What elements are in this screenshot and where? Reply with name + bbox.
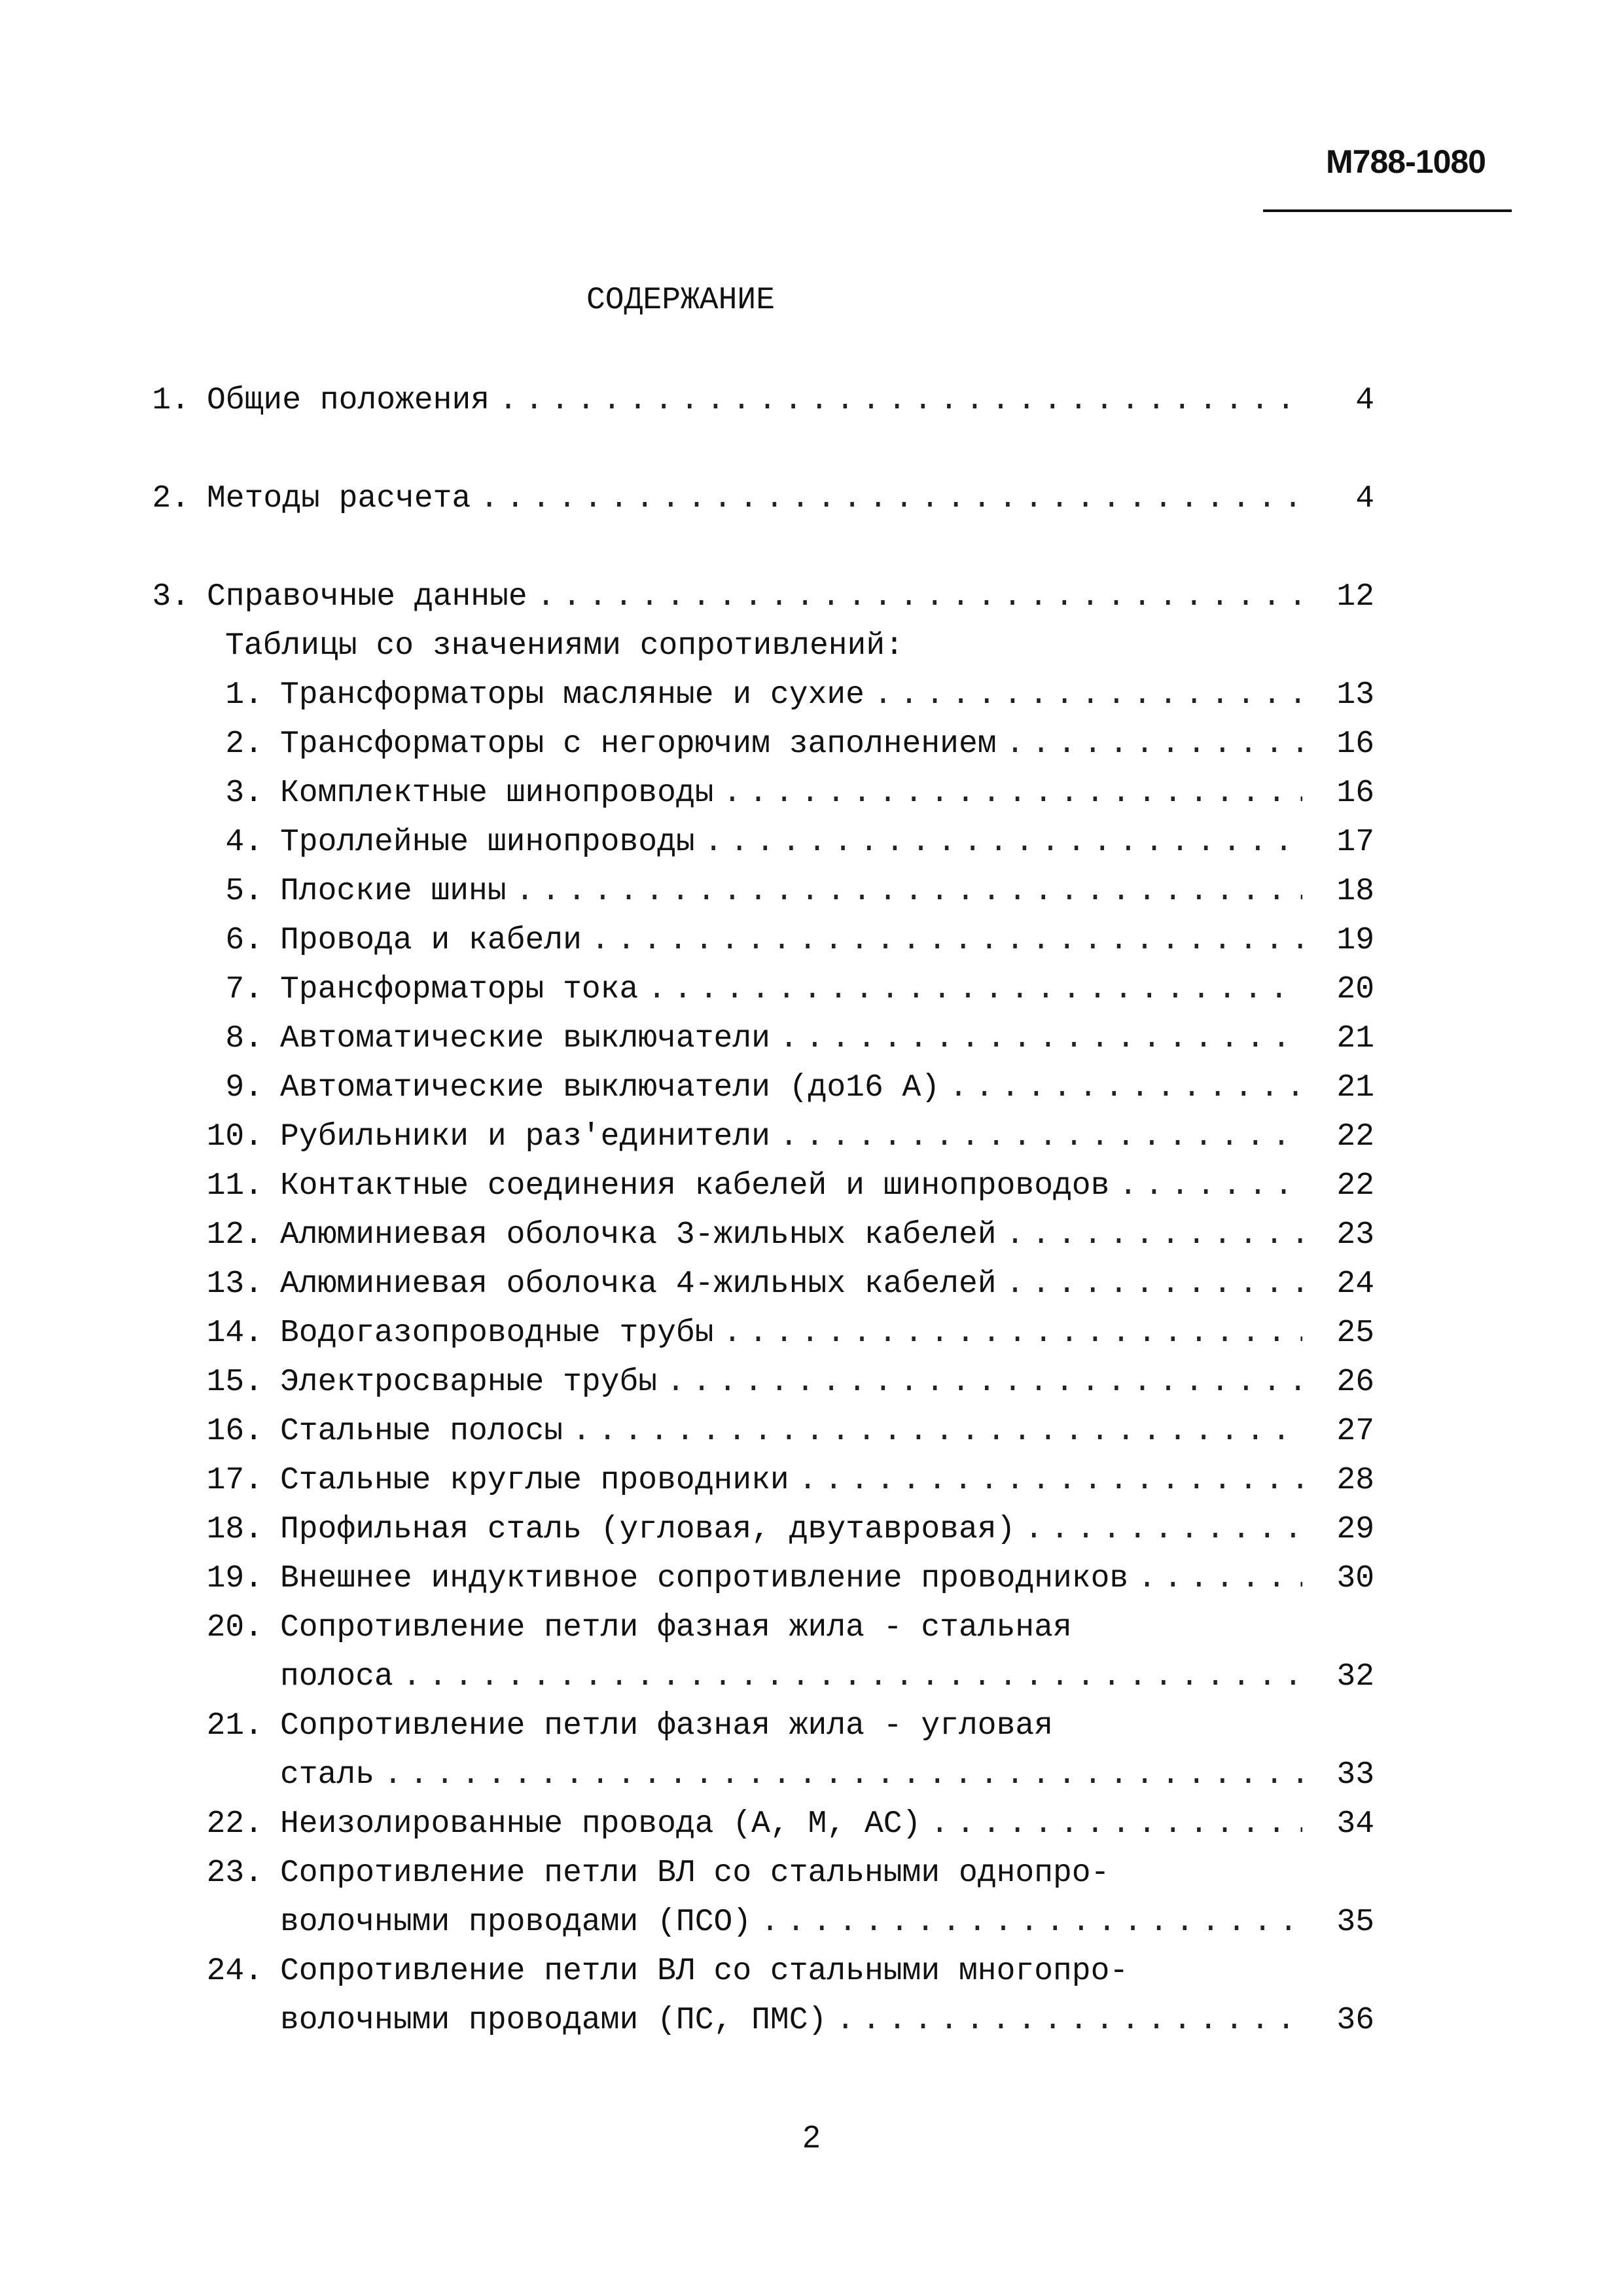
entry-label-continued: волочными проводами (ПС, ПМС) — [280, 2003, 827, 2038]
leader-dots — [657, 1358, 1302, 1407]
toc-table-entry-continued — [118, 1653, 1374, 1702]
document-code: М788-1080 — [1326, 143, 1486, 180]
entry-label: Внешнее индуктивное сопротивление проводников — [280, 1561, 1129, 1596]
leader-dots — [471, 475, 1302, 524]
section-page: 12 — [1336, 579, 1374, 615]
section-label: Справочные данные — [207, 579, 527, 615]
leader-dots — [393, 1653, 1302, 1702]
toc-table-entry — [118, 1702, 1374, 1751]
toc-table-entry — [118, 916, 1374, 965]
entry-number: 16. — [206, 1414, 263, 1449]
entry-page: 13 — [1336, 677, 1374, 713]
entry-page: 33 — [1336, 1757, 1374, 1793]
entry-label: Трансформаторы масляные и сухие — [280, 677, 865, 713]
toc-section-3 — [118, 573, 1374, 622]
entry-label: Сопротивление петли ВЛ со стальными многопро- — [280, 1954, 1129, 1989]
toc-table-entry-continued — [118, 1751, 1374, 1800]
entry-label: Сопротивление петли фазная жила - угловая — [280, 1708, 1053, 1744]
entry-label-continued: волочными проводами (ПСО) — [280, 1905, 752, 1940]
entry-label: Профильная сталь (угловая, двутавровая) — [280, 1512, 1016, 1547]
entry-page: 19 — [1336, 923, 1374, 958]
entry-page: 18 — [1336, 874, 1374, 909]
leader-dots — [695, 818, 1302, 867]
entry-number: 6. — [225, 923, 263, 958]
toc-table-entry-continued — [118, 1898, 1374, 1947]
entry-label: Плоские шины — [280, 874, 507, 909]
entry-label-continued: сталь — [280, 1757, 375, 1793]
tables-heading-row — [118, 622, 1374, 671]
entry-label: Трансформаторы с негорючим заполнением — [280, 726, 997, 762]
entry-page: 17 — [1336, 825, 1374, 860]
leader-dots — [997, 1211, 1302, 1260]
entry-label: Контактные соединения кабелей и шинопроводов — [280, 1168, 1110, 1204]
entry-label: Электросварные трубы — [280, 1365, 658, 1400]
entry-number: 7. — [225, 972, 263, 1007]
toc-table-entry — [118, 671, 1374, 720]
entry-number: 13. — [206, 1266, 263, 1302]
entry-label: Сопротивление петли фазная жила - стальная — [280, 1610, 1072, 1645]
entry-label: Троллейные шинопроводы — [280, 825, 695, 860]
toc-table-entry — [118, 1849, 1374, 1898]
entry-number: 23. — [206, 1856, 263, 1891]
entry-page: 16 — [1336, 776, 1374, 811]
section-number: 2. — [152, 481, 190, 516]
toc-table-entry — [118, 769, 1374, 818]
toc-title: СОДЕРЖАНИЕ — [586, 283, 776, 318]
toc-table-entry — [118, 1604, 1374, 1653]
entry-number: 24. — [206, 1954, 263, 1989]
leader-dots — [507, 867, 1302, 916]
entry-number: 11. — [206, 1168, 263, 1204]
section-label: Методы расчета — [207, 481, 471, 516]
toc-table-entry — [118, 1456, 1374, 1505]
leader-dots — [714, 1309, 1302, 1358]
entry-label: Трансформаторы тока — [280, 972, 639, 1007]
entry-number: 9. — [225, 1070, 263, 1105]
entry-label: Автоматические выключатели (до16 А) — [280, 1070, 940, 1105]
entry-number: 2. — [225, 726, 263, 762]
entry-label: Провода и кабели — [280, 923, 582, 958]
entry-number: 19. — [206, 1561, 263, 1596]
toc-table-entry — [118, 1064, 1374, 1113]
toc-table-entry — [118, 1358, 1374, 1407]
section-label: Общие положения — [207, 383, 490, 418]
table-list — [118, 671, 1374, 2045]
leader-dots — [1015, 1505, 1302, 1554]
leader-dots — [997, 1260, 1302, 1309]
leader-dots — [997, 720, 1302, 769]
entry-label: Водогазопроводные трубы — [280, 1316, 714, 1351]
toc-table-entry — [118, 720, 1374, 769]
entry-page: 20 — [1336, 972, 1374, 1007]
entry-page: 23 — [1336, 1217, 1374, 1253]
entry-page: 36 — [1336, 2003, 1374, 2038]
section-number: 3. — [152, 579, 190, 615]
tables-heading: Таблицы со значениями сопротивлений: — [225, 628, 904, 664]
entry-page: 34 — [1336, 1806, 1374, 1842]
entry-page: 26 — [1336, 1365, 1374, 1400]
toc-table-entry — [118, 965, 1374, 1014]
toc-table-entry — [118, 1162, 1374, 1211]
toc-table-entry — [118, 1113, 1374, 1162]
toc-table-entry — [118, 1800, 1374, 1849]
entry-number: 22. — [206, 1806, 263, 1842]
toc-table-entry — [118, 818, 1374, 867]
page-number: 2 — [802, 2120, 821, 2155]
toc-table-entry — [118, 1309, 1374, 1358]
leader-dots — [490, 376, 1302, 425]
entry-page: 35 — [1336, 1905, 1374, 1940]
leader-dots — [582, 916, 1302, 965]
toc-table-entry — [118, 1211, 1374, 1260]
entry-page: 27 — [1336, 1414, 1374, 1449]
leader-dots — [940, 1064, 1302, 1113]
entry-number: 15. — [206, 1365, 263, 1400]
entry-page: 24 — [1336, 1266, 1374, 1302]
entry-number: 1. — [225, 677, 263, 713]
leader-dots — [770, 1014, 1302, 1064]
entry-number: 4. — [225, 825, 263, 860]
entry-label: Рубильники и раз'единители — [280, 1119, 770, 1155]
leader-dots — [865, 671, 1302, 720]
entry-number: 21. — [206, 1708, 263, 1744]
entry-page: 29 — [1336, 1512, 1374, 1547]
entry-page: 28 — [1336, 1463, 1374, 1498]
table-of-contents — [118, 376, 1374, 2045]
entry-number: 18. — [206, 1512, 263, 1547]
section-page: 4 — [1355, 481, 1374, 516]
entry-label: Комплектные шинопроводы — [280, 776, 714, 811]
entry-label: Автоматические выключатели — [280, 1021, 770, 1056]
leader-dots — [751, 1898, 1302, 1947]
entry-label: Стальные круглые проводники — [280, 1463, 789, 1498]
toc-table-entry-continued — [118, 1996, 1374, 2045]
entry-label: Алюминиевая оболочка 4-жильных кабелей — [280, 1266, 997, 1302]
toc-table-entry — [118, 1505, 1374, 1554]
leader-dots — [789, 1456, 1302, 1505]
toc-table-entry — [118, 1260, 1374, 1309]
toc-table-entry — [118, 1014, 1374, 1064]
entry-page: 21 — [1336, 1070, 1374, 1105]
leader-dots — [1109, 1162, 1302, 1211]
section-number: 1. — [152, 383, 190, 418]
entry-page: 22 — [1336, 1168, 1374, 1204]
entry-page: 21 — [1336, 1021, 1374, 1056]
entry-number: 14. — [206, 1316, 263, 1351]
leader-dots — [1128, 1554, 1302, 1604]
leader-dots — [563, 1407, 1302, 1456]
header-rule — [1263, 209, 1512, 212]
entry-number: 8. — [225, 1021, 263, 1056]
entry-number: 5. — [225, 874, 263, 909]
toc-section-2 — [118, 475, 1374, 524]
entry-label: Сопротивление петли ВЛ со стальными однопро- — [280, 1856, 1110, 1891]
leader-dots — [638, 965, 1302, 1014]
entry-page: 32 — [1336, 1659, 1374, 1695]
entry-label-continued: полоса — [280, 1659, 393, 1695]
entry-number: 12. — [206, 1217, 263, 1253]
entry-label: Неизолированные провода (А, М, АС) — [280, 1806, 921, 1842]
entry-number: 20. — [206, 1610, 263, 1645]
leader-dots — [921, 1800, 1302, 1849]
toc-table-entry — [118, 1947, 1374, 1996]
entry-page: 30 — [1336, 1561, 1374, 1596]
entry-number: 17. — [206, 1463, 263, 1498]
entry-label: Алюминиевая оболочка 3-жильных кабелей — [280, 1217, 997, 1253]
leader-dots — [527, 573, 1302, 622]
toc-table-entry — [118, 867, 1374, 916]
leader-dots — [374, 1751, 1302, 1800]
entry-label: Стальные полосы — [280, 1414, 563, 1449]
leader-dots — [827, 1996, 1302, 2045]
leader-dots — [770, 1113, 1302, 1162]
toc-table-entry — [118, 1407, 1374, 1456]
section-page: 4 — [1355, 383, 1374, 418]
entry-page: 25 — [1336, 1316, 1374, 1351]
entry-page: 16 — [1336, 726, 1374, 762]
entry-number: 10. — [206, 1119, 263, 1155]
entry-page: 22 — [1336, 1119, 1374, 1155]
entry-number: 3. — [225, 776, 263, 811]
toc-section-1 — [118, 376, 1374, 425]
toc-table-entry — [118, 1554, 1374, 1604]
leader-dots — [714, 769, 1302, 818]
